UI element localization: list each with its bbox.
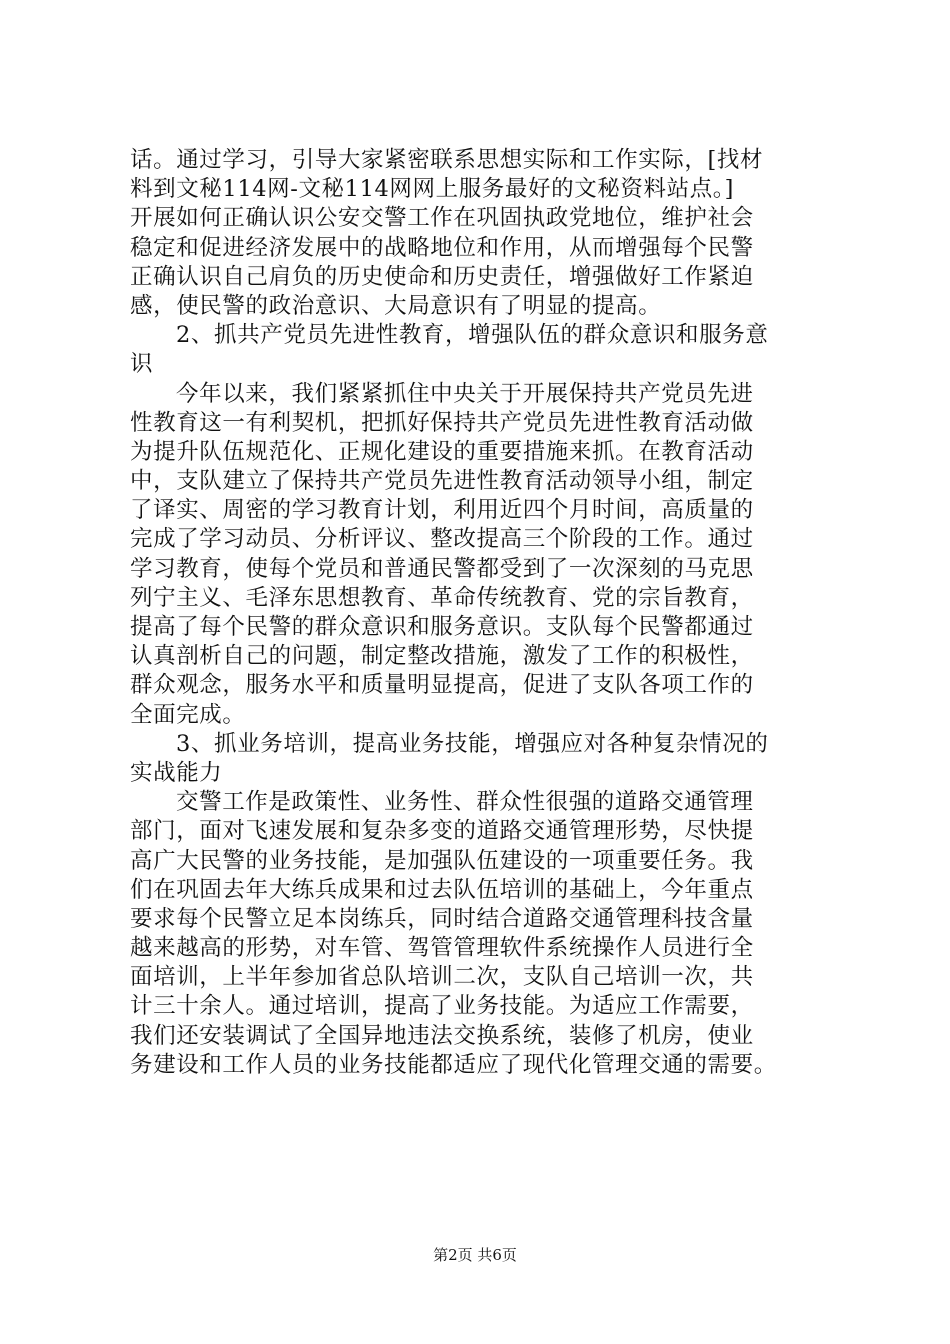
text-line: 面培训，上半年参加省总队培训二次，支队自己培训一次，共 [130, 964, 754, 991]
text-line: 认真剖析自己的问题，制定整改措施，激发了工作的积极性， [130, 643, 754, 670]
text-line: 列宁主义、毛泽东思想教育、革命传统教育、党的宗旨教育， [130, 584, 754, 611]
text-line: 提高了每个民警的群众意识和服务意识。支队每个民警都通过 [130, 614, 754, 640]
text-line: 话。通过学习，引导大家紧密联系思想实际和工作实际，[找材 [130, 147, 764, 173]
section-heading-line: 识 [130, 351, 154, 378]
document-body [130, 146, 845, 1080]
text-line: 高广大民警的业务技能，是加强队伍建设的一项重要任务。我 [130, 847, 754, 874]
section-heading-line: 2、抓共产党员先进性教育，增强队伍的群众意识和服务意 [176, 322, 769, 349]
text-line: 中，支队建立了保持共产党员先进性教育活动领导小组，制定 [130, 468, 754, 495]
text-line: 料到文秘114网-文秘114网网上服务最好的文秘资料站点。] [130, 176, 735, 203]
text-line: 今年以来，我们紧紧抓住中央关于开展保持共产党员先进 [176, 380, 754, 407]
page-number: 第2页 共6页 [433, 1246, 517, 1264]
text-line: 了译实、周密的学习教育计划，利用近四个月时间，高质量的 [130, 497, 754, 524]
text-line: 学习教育，使每个党员和普通民警都受到了一次深刻的马克思 [130, 555, 754, 582]
text-line: 部门，面对飞速发展和复杂多变的道路交通管理形势，尽快提 [130, 818, 754, 845]
text-line: 要求每个民警立足本岗练兵，同时结合道路交通管理科技含量 [130, 905, 754, 932]
text-line: 计三十余人。通过培训，提高了业务技能。为适应工作需要， [130, 993, 754, 1020]
text-line: 群众观念，服务水平和质量明显提高，促进了支队各项工作的 [130, 672, 754, 699]
section-heading-line: 3、抓业务培训，提高业务技能，增强应对各种复杂情况的 [176, 730, 769, 757]
text-line: 全面完成。 [130, 701, 246, 728]
text-line: 感，使民警的政治意识、大局意识有了明显的提高。 [130, 292, 662, 319]
text-line: 交警工作是政策性、业务性、群众性很强的道路交通管理 [176, 789, 754, 816]
text-line: 完成了学习动员、分析评议、整改提高三个阶段的工作。通过 [130, 526, 754, 553]
text-line: 我们还安装调试了全国异地违法交换系统，装修了机房，使业 [130, 1022, 754, 1049]
section-heading-line: 实战能力 [130, 759, 223, 786]
text-line: 们在巩固去年大练兵成果和过去队伍培训的基础上，今年重点 [130, 876, 754, 903]
text-line: 性教育这一有利契机，把抓好保持共产党员先进性教育活动做 [130, 409, 754, 436]
text-line: 正确认识自己肩负的历史使命和历史责任，增强做好工作紧迫 [130, 263, 754, 290]
text-line: 开展如何正确认识公安交警工作在巩固执政党地位，维护社会 [130, 205, 754, 232]
text-line: 稳定和促进经济发展中的战略地位和作用，从而增强每个民警 [130, 234, 754, 261]
text-line: 务建设和工作人员的业务技能都适应了现代化管理交通的需要。 [130, 1051, 777, 1078]
text-line: 越来越高的形势，对车管、驾管管理软件系统操作人员进行全 [130, 935, 754, 962]
text-line: 为提升队伍规范化、正规化建设的重要措施来抓。在教育活动 [130, 438, 754, 465]
